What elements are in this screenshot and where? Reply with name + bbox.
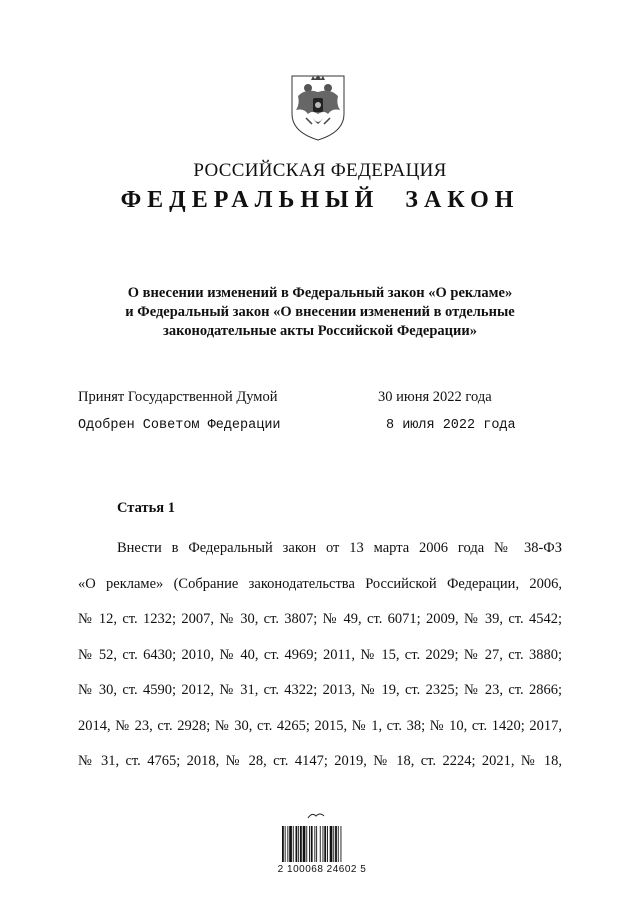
article-line: № 31, ст. 4765; 2018, № 28, ст. 4147; 2019, № 18, ст. 2224; 2021, № 18, — [78, 753, 562, 769]
duma-label: Принят Государственной Думой — [78, 389, 278, 405]
article-line: № 30, ст. 4590; 2012, № 31, ст. 4322; 2013, № 19, ст. 2325; № 23, ст. 2866; — [78, 682, 562, 698]
barcode-number: 2 100068 24602 5 — [277, 864, 367, 875]
council-date: 8 июля 2022 года — [386, 418, 516, 433]
law-type-heading: ФЕДЕРАЛЬНЫЙ ЗАКОН — [120, 187, 520, 213]
law-title-line: О внесении изменений в Федеральный закон «О рекламе» — [127, 285, 513, 301]
article-line: Внести в Федеральный закон от 13 марта 2006 года № 38-ФЗ — [117, 540, 562, 556]
law-title — [60, 284, 580, 341]
law-title-line: законодательные акты Российской Федерации» — [163, 323, 477, 339]
law-title-line: и Федеральный закон «О внесении изменений в отдельные — [125, 304, 515, 320]
article-line: 2014, № 23, ст. 2928; № 30, ст. 4265; 2015, № 1, ст. 38; № 10, ст. 1420; 2017, — [78, 717, 562, 734]
council-label: Одобрен Советом Федерации — [78, 418, 281, 433]
coat-of-arms-icon — [288, 70, 348, 142]
article-heading: Статья 1 — [117, 500, 175, 516]
country-heading: РОССИЙСКАЯ ФЕДЕРАЦИЯ — [193, 160, 447, 181]
article-line: «О рекламе» (Собрание законодательства Российской Федерации, 2006, — [78, 575, 562, 592]
barcode-icon — [268, 810, 368, 866]
article-line: № 52, ст. 6430; 2010, № 40, ст. 4969; 2011, № 15, ст. 2029; № 27, ст. 3880; — [78, 646, 562, 663]
duma-date: 30 июня 2022 года — [378, 389, 492, 405]
article-body — [78, 531, 562, 780]
article-line: № 12, ст. 1232; 2007, № 30, ст. 3807; № 49, ст. 6071; 2009, № 39, ст. 4542; — [78, 611, 562, 627]
